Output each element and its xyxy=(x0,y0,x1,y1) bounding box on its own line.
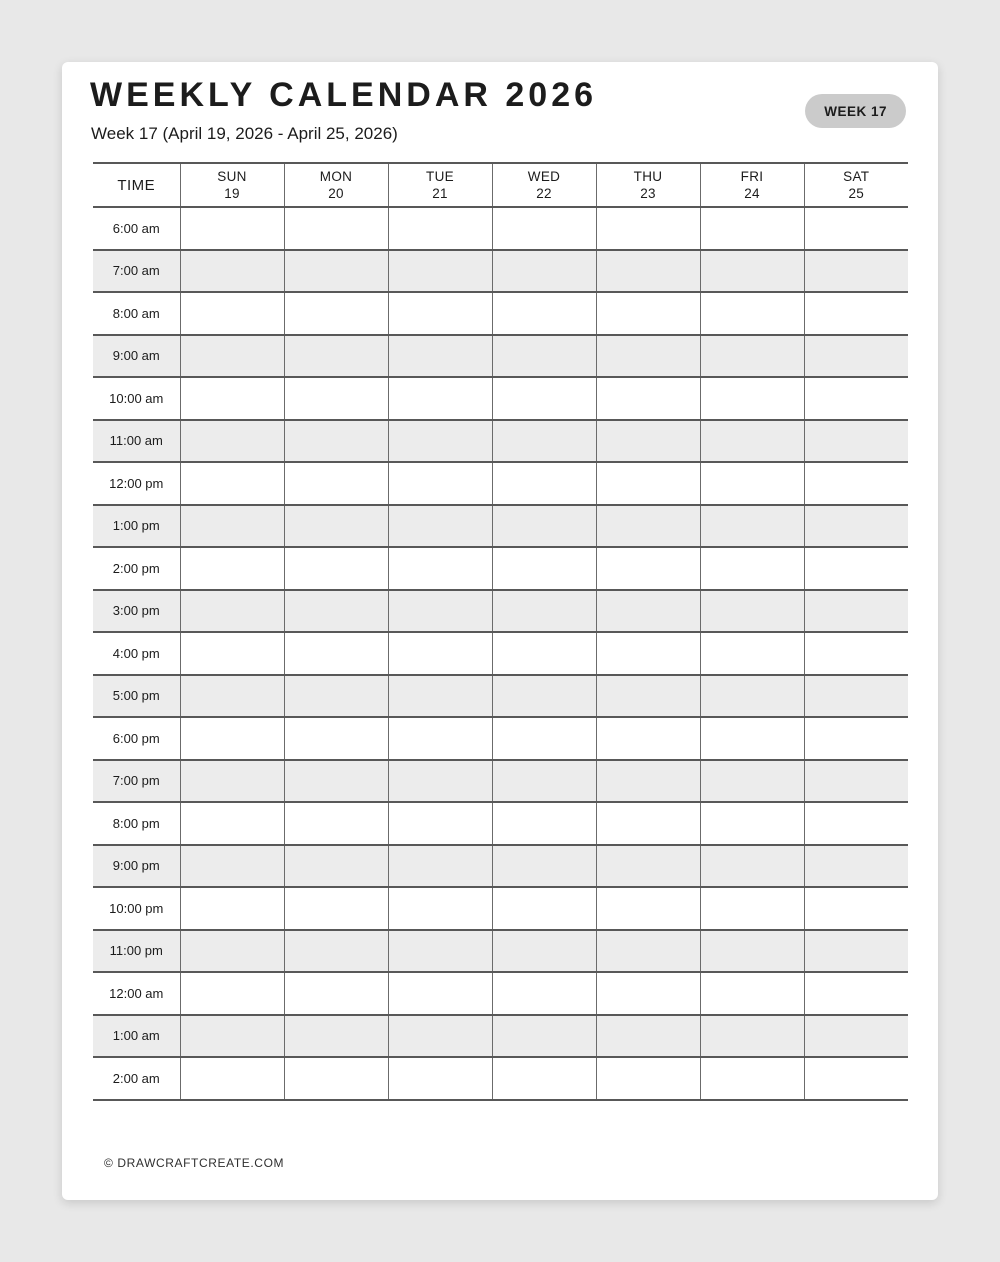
day-cell xyxy=(284,1015,388,1058)
day-cell xyxy=(804,887,908,930)
time-cell: 8:00 pm xyxy=(93,802,180,845)
time-cell: 12:00 am xyxy=(93,972,180,1015)
day-cell xyxy=(284,590,388,633)
day-cell xyxy=(700,802,804,845)
day-cell xyxy=(388,547,492,590)
day-cell xyxy=(596,377,700,420)
time-row xyxy=(93,547,908,590)
day-cell xyxy=(180,590,284,633)
day-cell xyxy=(180,292,284,335)
day-cell xyxy=(492,760,596,803)
day-column-header xyxy=(284,163,388,207)
day-cell xyxy=(492,717,596,760)
day-cell xyxy=(492,972,596,1015)
day-cell xyxy=(700,760,804,803)
day-cell xyxy=(284,887,388,930)
day-cell xyxy=(492,207,596,250)
day-cell xyxy=(388,972,492,1015)
day-date-label: 25 xyxy=(848,186,865,201)
day-cell xyxy=(804,335,908,378)
day-cell xyxy=(596,207,700,250)
day-name-label: MON xyxy=(319,169,353,184)
day-cell xyxy=(284,717,388,760)
day-cell xyxy=(388,717,492,760)
day-cell xyxy=(804,292,908,335)
day-cell xyxy=(284,802,388,845)
time-cell: 7:00 am xyxy=(93,250,180,293)
day-cell xyxy=(284,632,388,675)
time-cell: 7:00 pm xyxy=(93,760,180,803)
day-column-header xyxy=(596,163,700,207)
time-cell: 9:00 am xyxy=(93,335,180,378)
page-subtitle: Week 17 (April 19, 2026 - April 25, 2026) xyxy=(91,124,398,143)
day-cell xyxy=(596,250,700,293)
time-row xyxy=(93,675,908,718)
day-column-header xyxy=(492,163,596,207)
day-cell xyxy=(284,972,388,1015)
day-cell xyxy=(284,250,388,293)
day-column-header xyxy=(180,163,284,207)
time-row xyxy=(93,292,908,335)
time-cell: 6:00 pm xyxy=(93,717,180,760)
day-cell xyxy=(492,1057,596,1100)
day-cell xyxy=(804,462,908,505)
time-cell: 4:00 pm xyxy=(93,632,180,675)
day-cell xyxy=(284,462,388,505)
day-cell xyxy=(388,845,492,888)
day-cell xyxy=(492,1015,596,1058)
time-row xyxy=(93,887,908,930)
day-cell xyxy=(804,972,908,1015)
time-cell: 11:00 am xyxy=(93,420,180,463)
day-cell xyxy=(700,462,804,505)
page-title: WEEKLY CALENDAR 2026 xyxy=(90,76,598,114)
day-cell xyxy=(492,675,596,718)
time-cell: 1:00 am xyxy=(93,1015,180,1058)
day-cell xyxy=(804,930,908,973)
time-row xyxy=(93,590,908,633)
day-cell xyxy=(492,335,596,378)
day-cell xyxy=(388,590,492,633)
day-name-label: TUE xyxy=(426,169,454,184)
day-cell xyxy=(700,717,804,760)
day-name-label: FRI xyxy=(740,169,764,184)
day-cell xyxy=(492,377,596,420)
day-cell xyxy=(596,505,700,548)
week-badge: WEEK 17 xyxy=(805,94,906,128)
time-cell: 2:00 pm xyxy=(93,547,180,590)
day-cell xyxy=(180,505,284,548)
day-cell xyxy=(700,335,804,378)
day-date-label: 20 xyxy=(328,186,344,201)
day-cell xyxy=(596,420,700,463)
day-cell xyxy=(388,675,492,718)
day-cell xyxy=(492,420,596,463)
time-row xyxy=(93,462,908,505)
day-cell xyxy=(596,590,700,633)
day-cell xyxy=(180,1057,284,1100)
day-cell xyxy=(596,292,700,335)
time-row xyxy=(93,1057,908,1100)
day-cell xyxy=(596,675,700,718)
day-cell xyxy=(492,632,596,675)
day-cell xyxy=(596,1015,700,1058)
day-cell xyxy=(180,632,284,675)
day-cell xyxy=(700,292,804,335)
day-cell xyxy=(388,802,492,845)
day-cell xyxy=(596,845,700,888)
time-row xyxy=(93,377,908,420)
time-row xyxy=(93,335,908,378)
day-cell xyxy=(284,760,388,803)
day-cell xyxy=(180,377,284,420)
day-cell xyxy=(804,632,908,675)
day-cell xyxy=(284,675,388,718)
time-cell: 10:00 am xyxy=(93,377,180,420)
day-cell xyxy=(388,335,492,378)
day-cell xyxy=(700,845,804,888)
day-cell xyxy=(492,887,596,930)
day-cell xyxy=(284,547,388,590)
day-cell xyxy=(284,377,388,420)
weekly-grid xyxy=(93,162,908,1101)
day-cell xyxy=(180,972,284,1015)
day-cell xyxy=(700,887,804,930)
day-cell xyxy=(388,377,492,420)
time-cell: 9:00 pm xyxy=(93,845,180,888)
day-cell xyxy=(804,675,908,718)
day-date-label: 23 xyxy=(640,186,656,201)
day-cell xyxy=(180,547,284,590)
time-row xyxy=(93,420,908,463)
time-cell: 2:00 am xyxy=(93,1057,180,1100)
day-cell xyxy=(700,207,804,250)
day-cell xyxy=(700,505,804,548)
day-cell xyxy=(388,760,492,803)
day-column-header xyxy=(388,163,492,207)
day-cell xyxy=(284,845,388,888)
day-cell xyxy=(388,1057,492,1100)
day-cell xyxy=(596,632,700,675)
day-cell xyxy=(284,420,388,463)
day-date-label: 21 xyxy=(432,186,448,201)
time-cell: 10:00 pm xyxy=(93,887,180,930)
day-cell xyxy=(804,250,908,293)
day-cell xyxy=(596,802,700,845)
day-cell xyxy=(388,420,492,463)
day-cell xyxy=(700,547,804,590)
day-cell xyxy=(700,590,804,633)
day-cell xyxy=(596,887,700,930)
day-cell xyxy=(180,207,284,250)
footer-credit: © DRAWCRAFTCREATE.COM xyxy=(104,1156,285,1170)
day-cell xyxy=(804,802,908,845)
day-cell xyxy=(596,462,700,505)
day-cell xyxy=(388,930,492,973)
time-cell: 8:00 am xyxy=(93,292,180,335)
day-cell xyxy=(284,207,388,250)
day-date-label: 22 xyxy=(536,186,552,201)
day-cell xyxy=(492,930,596,973)
time-row xyxy=(93,760,908,803)
time-row xyxy=(93,505,908,548)
day-column-header xyxy=(700,163,804,207)
time-cell: 6:00 am xyxy=(93,207,180,250)
day-cell xyxy=(596,760,700,803)
time-cell: 1:00 pm xyxy=(93,505,180,548)
day-cell xyxy=(388,292,492,335)
day-cell xyxy=(700,675,804,718)
day-cell xyxy=(700,972,804,1015)
day-cell xyxy=(596,972,700,1015)
day-cell xyxy=(492,250,596,293)
grid-body xyxy=(93,207,908,1100)
day-cell xyxy=(180,717,284,760)
day-cell xyxy=(700,420,804,463)
time-row xyxy=(93,930,908,973)
day-cell xyxy=(492,462,596,505)
day-cell xyxy=(492,590,596,633)
day-cell xyxy=(804,717,908,760)
day-cell xyxy=(804,207,908,250)
time-cell: 3:00 pm xyxy=(93,590,180,633)
day-date-label: 24 xyxy=(744,186,760,201)
time-row xyxy=(93,845,908,888)
day-cell xyxy=(492,547,596,590)
time-row xyxy=(93,1015,908,1058)
day-cell xyxy=(804,377,908,420)
day-cell xyxy=(804,590,908,633)
day-cell xyxy=(700,1057,804,1100)
day-cell xyxy=(180,887,284,930)
time-cell: 5:00 pm xyxy=(93,675,180,718)
day-cell xyxy=(388,250,492,293)
day-name-label: SUN xyxy=(217,169,247,184)
day-cell xyxy=(180,420,284,463)
time-row xyxy=(93,207,908,250)
time-column-header: TIME xyxy=(93,163,180,207)
day-date-label: 19 xyxy=(224,186,240,201)
day-cell xyxy=(180,250,284,293)
day-column-header xyxy=(804,163,908,207)
time-row xyxy=(93,250,908,293)
day-cell xyxy=(700,377,804,420)
day-cell xyxy=(284,292,388,335)
day-cell xyxy=(492,802,596,845)
time-cell: 11:00 pm xyxy=(93,930,180,973)
day-cell xyxy=(596,1057,700,1100)
day-cell xyxy=(804,1015,908,1058)
day-cell xyxy=(596,335,700,378)
day-cell xyxy=(804,547,908,590)
day-cell xyxy=(180,462,284,505)
day-cell xyxy=(180,760,284,803)
day-cell xyxy=(180,845,284,888)
time-row xyxy=(93,802,908,845)
time-row xyxy=(93,632,908,675)
grid-header xyxy=(93,163,908,207)
day-name-label: WED xyxy=(527,169,561,184)
day-cell xyxy=(284,505,388,548)
day-cell xyxy=(284,930,388,973)
day-cell xyxy=(700,632,804,675)
day-cell xyxy=(388,462,492,505)
day-cell xyxy=(180,1015,284,1058)
day-cell xyxy=(492,505,596,548)
day-cell xyxy=(804,505,908,548)
day-cell xyxy=(388,632,492,675)
day-cell xyxy=(388,887,492,930)
day-cell xyxy=(180,335,284,378)
time-row xyxy=(93,717,908,760)
day-cell xyxy=(700,930,804,973)
day-cell xyxy=(804,760,908,803)
day-cell xyxy=(284,335,388,378)
day-cell xyxy=(492,845,596,888)
day-cell xyxy=(804,420,908,463)
day-cell xyxy=(388,207,492,250)
day-cell xyxy=(700,1015,804,1058)
day-name-label: THU xyxy=(633,169,663,184)
day-name-label: SAT xyxy=(843,169,870,184)
day-cell xyxy=(700,250,804,293)
time-cell: 12:00 pm xyxy=(93,462,180,505)
day-cell xyxy=(596,717,700,760)
time-row xyxy=(93,972,908,1015)
day-cell xyxy=(180,802,284,845)
day-cell xyxy=(492,292,596,335)
day-cell xyxy=(804,845,908,888)
day-cell xyxy=(180,930,284,973)
day-cell xyxy=(180,675,284,718)
day-cell xyxy=(388,505,492,548)
day-cell xyxy=(804,1057,908,1100)
day-cell xyxy=(596,547,700,590)
day-cell xyxy=(388,1015,492,1058)
day-cell xyxy=(284,1057,388,1100)
header-row xyxy=(93,163,908,207)
calendar-card xyxy=(62,62,938,1200)
day-cell xyxy=(596,930,700,973)
